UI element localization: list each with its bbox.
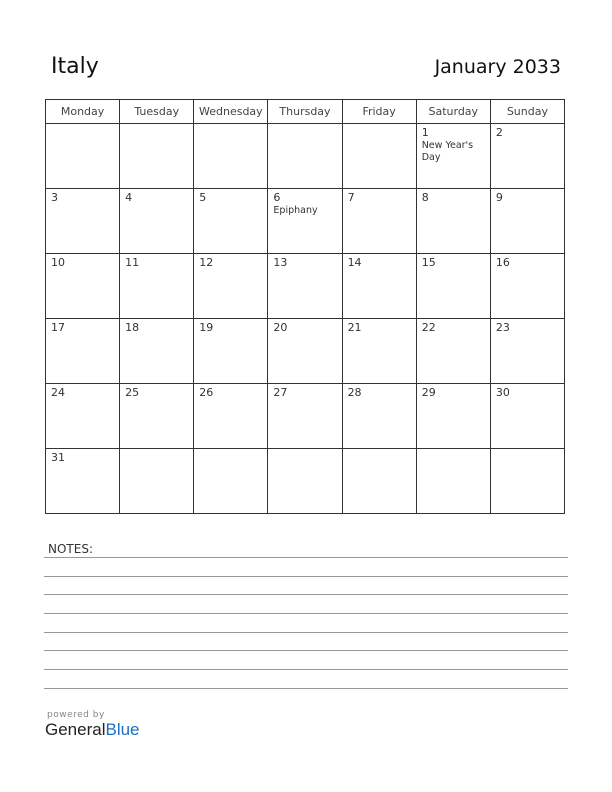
weekday-header: Wednesday bbox=[194, 100, 268, 124]
day-cell bbox=[194, 124, 268, 189]
day-number: 5 bbox=[199, 191, 207, 204]
day-cell bbox=[342, 189, 416, 254]
day-cell bbox=[120, 124, 194, 189]
day-number: 30 bbox=[495, 386, 510, 399]
day-cell bbox=[416, 319, 490, 384]
week-row bbox=[46, 254, 565, 319]
notes-label: NOTES: bbox=[48, 542, 93, 556]
weekday-header-row bbox=[46, 100, 565, 124]
day-cell bbox=[268, 449, 342, 514]
day-cell bbox=[416, 254, 490, 319]
day-cell bbox=[120, 254, 194, 319]
day-number: 2 bbox=[495, 126, 503, 139]
day-cell bbox=[46, 254, 120, 319]
day-number: 4 bbox=[125, 191, 133, 204]
day-number: 15 bbox=[421, 256, 436, 269]
day-cell bbox=[120, 384, 194, 449]
day-number: 7 bbox=[347, 191, 355, 204]
day-number: 17 bbox=[51, 321, 65, 334]
day-cell bbox=[416, 449, 490, 514]
notes-line bbox=[44, 557, 568, 558]
day-number: 12 bbox=[199, 256, 214, 269]
day-cell bbox=[120, 319, 194, 384]
day-cell bbox=[46, 319, 120, 384]
notes-line bbox=[44, 688, 568, 689]
holiday-label: New Year's Day bbox=[421, 140, 474, 163]
day-number: 28 bbox=[347, 386, 362, 399]
day-number: 22 bbox=[421, 321, 436, 334]
day-number: 11 bbox=[125, 256, 140, 269]
day-cell bbox=[490, 319, 564, 384]
holiday-label: Epiphany bbox=[273, 205, 318, 216]
day-number: 14 bbox=[347, 256, 362, 269]
day-number: 24 bbox=[51, 386, 65, 399]
day-number: 23 bbox=[495, 321, 510, 334]
day-number: 13 bbox=[273, 256, 288, 269]
day-cell bbox=[268, 124, 342, 189]
day-cell bbox=[46, 189, 120, 254]
day-cell bbox=[490, 384, 564, 449]
day-number: 10 bbox=[51, 256, 65, 269]
weekday-header: Thursday bbox=[268, 100, 342, 124]
day-cell bbox=[342, 319, 416, 384]
notes-line bbox=[44, 576, 568, 577]
day-cell bbox=[120, 449, 194, 514]
day-number: 29 bbox=[421, 386, 436, 399]
day-number: 27 bbox=[273, 386, 288, 399]
month-title: January 2033 bbox=[434, 56, 561, 78]
day-number: 8 bbox=[421, 191, 429, 204]
notes-line bbox=[44, 650, 568, 651]
day-cell bbox=[194, 319, 268, 384]
calendar-grid bbox=[45, 99, 565, 514]
weekday-header: Monday bbox=[46, 100, 120, 124]
day-number: 19 bbox=[199, 321, 214, 334]
notes-line bbox=[44, 594, 568, 595]
day-cell bbox=[416, 124, 490, 189]
week-row bbox=[46, 449, 565, 514]
day-number: 9 bbox=[495, 191, 503, 204]
day-number: 16 bbox=[495, 256, 510, 269]
day-cell bbox=[268, 384, 342, 449]
day-number: 26 bbox=[199, 386, 214, 399]
notes-line bbox=[44, 632, 568, 633]
day-number: 6 bbox=[273, 191, 281, 204]
day-number: 25 bbox=[125, 386, 140, 399]
weekday-header: Saturday bbox=[416, 100, 490, 124]
weekday-header: Friday bbox=[342, 100, 416, 124]
brand-name-blue: Blue bbox=[105, 720, 140, 739]
week-row bbox=[46, 319, 565, 384]
brand-name bbox=[45, 720, 140, 740]
week-row bbox=[46, 189, 565, 254]
day-number: 21 bbox=[347, 321, 362, 334]
country-title: Italy bbox=[51, 54, 99, 79]
day-number: 3 bbox=[51, 191, 58, 204]
weekday-header: Sunday bbox=[490, 100, 564, 124]
brand-logo bbox=[45, 710, 140, 740]
day-cell bbox=[490, 254, 564, 319]
day-number: 18 bbox=[125, 321, 140, 334]
day-cell bbox=[46, 384, 120, 449]
day-number: 1 bbox=[421, 126, 429, 139]
week-row bbox=[46, 384, 565, 449]
powered-by-text: powered by bbox=[47, 710, 105, 720]
brand-name-general: General bbox=[45, 720, 106, 739]
day-cell bbox=[490, 124, 564, 189]
day-cell bbox=[120, 189, 194, 254]
day-cell bbox=[490, 449, 564, 514]
day-cell bbox=[342, 384, 416, 449]
day-cell bbox=[342, 254, 416, 319]
day-cell bbox=[342, 449, 416, 514]
day-number: 31 bbox=[51, 451, 65, 464]
day-cell bbox=[490, 189, 564, 254]
day-number: 20 bbox=[273, 321, 288, 334]
week-row bbox=[46, 124, 565, 189]
day-cell bbox=[46, 124, 120, 189]
day-cell bbox=[268, 189, 342, 254]
notes-line bbox=[44, 669, 568, 670]
day-cell bbox=[416, 189, 490, 254]
weekday-header: Tuesday bbox=[120, 100, 194, 124]
day-cell bbox=[268, 319, 342, 384]
day-cell bbox=[268, 254, 342, 319]
day-cell bbox=[194, 254, 268, 319]
day-cell bbox=[194, 189, 268, 254]
day-cell bbox=[46, 449, 120, 514]
day-cell bbox=[194, 449, 268, 514]
day-cell bbox=[416, 384, 490, 449]
day-cell bbox=[342, 124, 416, 189]
notes-line bbox=[44, 613, 568, 614]
day-cell bbox=[194, 384, 268, 449]
